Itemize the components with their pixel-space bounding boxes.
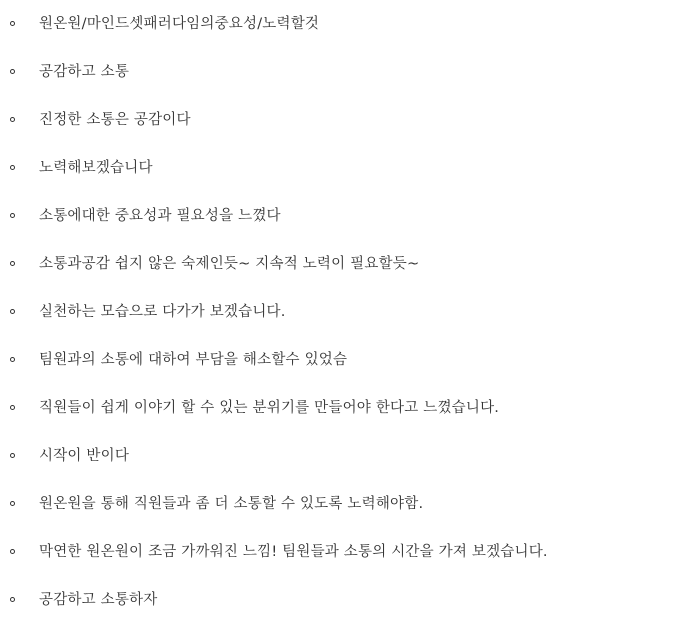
list-item [0,540,699,564]
bullet-icon [10,21,15,26]
bullet-icon [10,309,15,314]
comment-text: 진정한 소통은 공감이다 [39,112,191,128]
comment-text: 막연한 원온원이 조금 가까워진 느낌! 팀원들과 소통의 시간을 가져 보겠습니다. [39,544,548,560]
bullet-icon [10,213,15,218]
comment-text: 공감하고 소통 [39,64,130,80]
comment-text: 원온원을 통해 직원들과 좀 더 소통할 수 있도록 노력해야함. [39,496,424,512]
list-item [0,252,699,276]
comment-text: 소통에대한 중요성과 필요성을 느꼈다 [39,208,281,224]
list-item [0,588,699,612]
comment-text: 팀원과의 소통에 대하여 부담을 해소할수 있었슴 [39,352,348,368]
comment-text: 직원들이 쉽게 이야기 할 수 있는 분위기를 만들어야 한다고 느꼈습니다. [39,400,500,416]
comment-text: 공감하고 소통하자 [39,592,158,608]
bullet-icon [10,117,15,122]
list-item [0,300,699,324]
list-item [0,492,699,516]
comment-text: 시작이 반이다 [39,448,130,464]
bullet-icon [10,453,15,458]
bullet-icon [10,357,15,362]
comment-text: 원온원/마인드셋패러다임의중요성/노력할것 [39,16,320,32]
list-item [0,396,699,420]
list-item [0,108,699,132]
list-item [0,60,699,84]
bullet-icon [10,165,15,170]
bullet-icon [10,549,15,554]
list-item [0,348,699,372]
bullet-icon [10,501,15,506]
list-item [0,444,699,468]
comment-text: 소통과공감 쉽지 않은 숙제인듯~ 지속적 노력이 필요할듯~ [39,256,420,272]
bullet-icon [10,69,15,74]
comment-text: 노력해보겠습니다 [39,160,153,176]
comment-text: 실천하는 모습으로 다가가 보겠습니다. [39,304,286,320]
bullet-icon [10,261,15,266]
list-item [0,12,699,36]
list-item [0,156,699,180]
bullet-icon [10,597,15,602]
bullet-icon [10,405,15,410]
list-item [0,204,699,228]
